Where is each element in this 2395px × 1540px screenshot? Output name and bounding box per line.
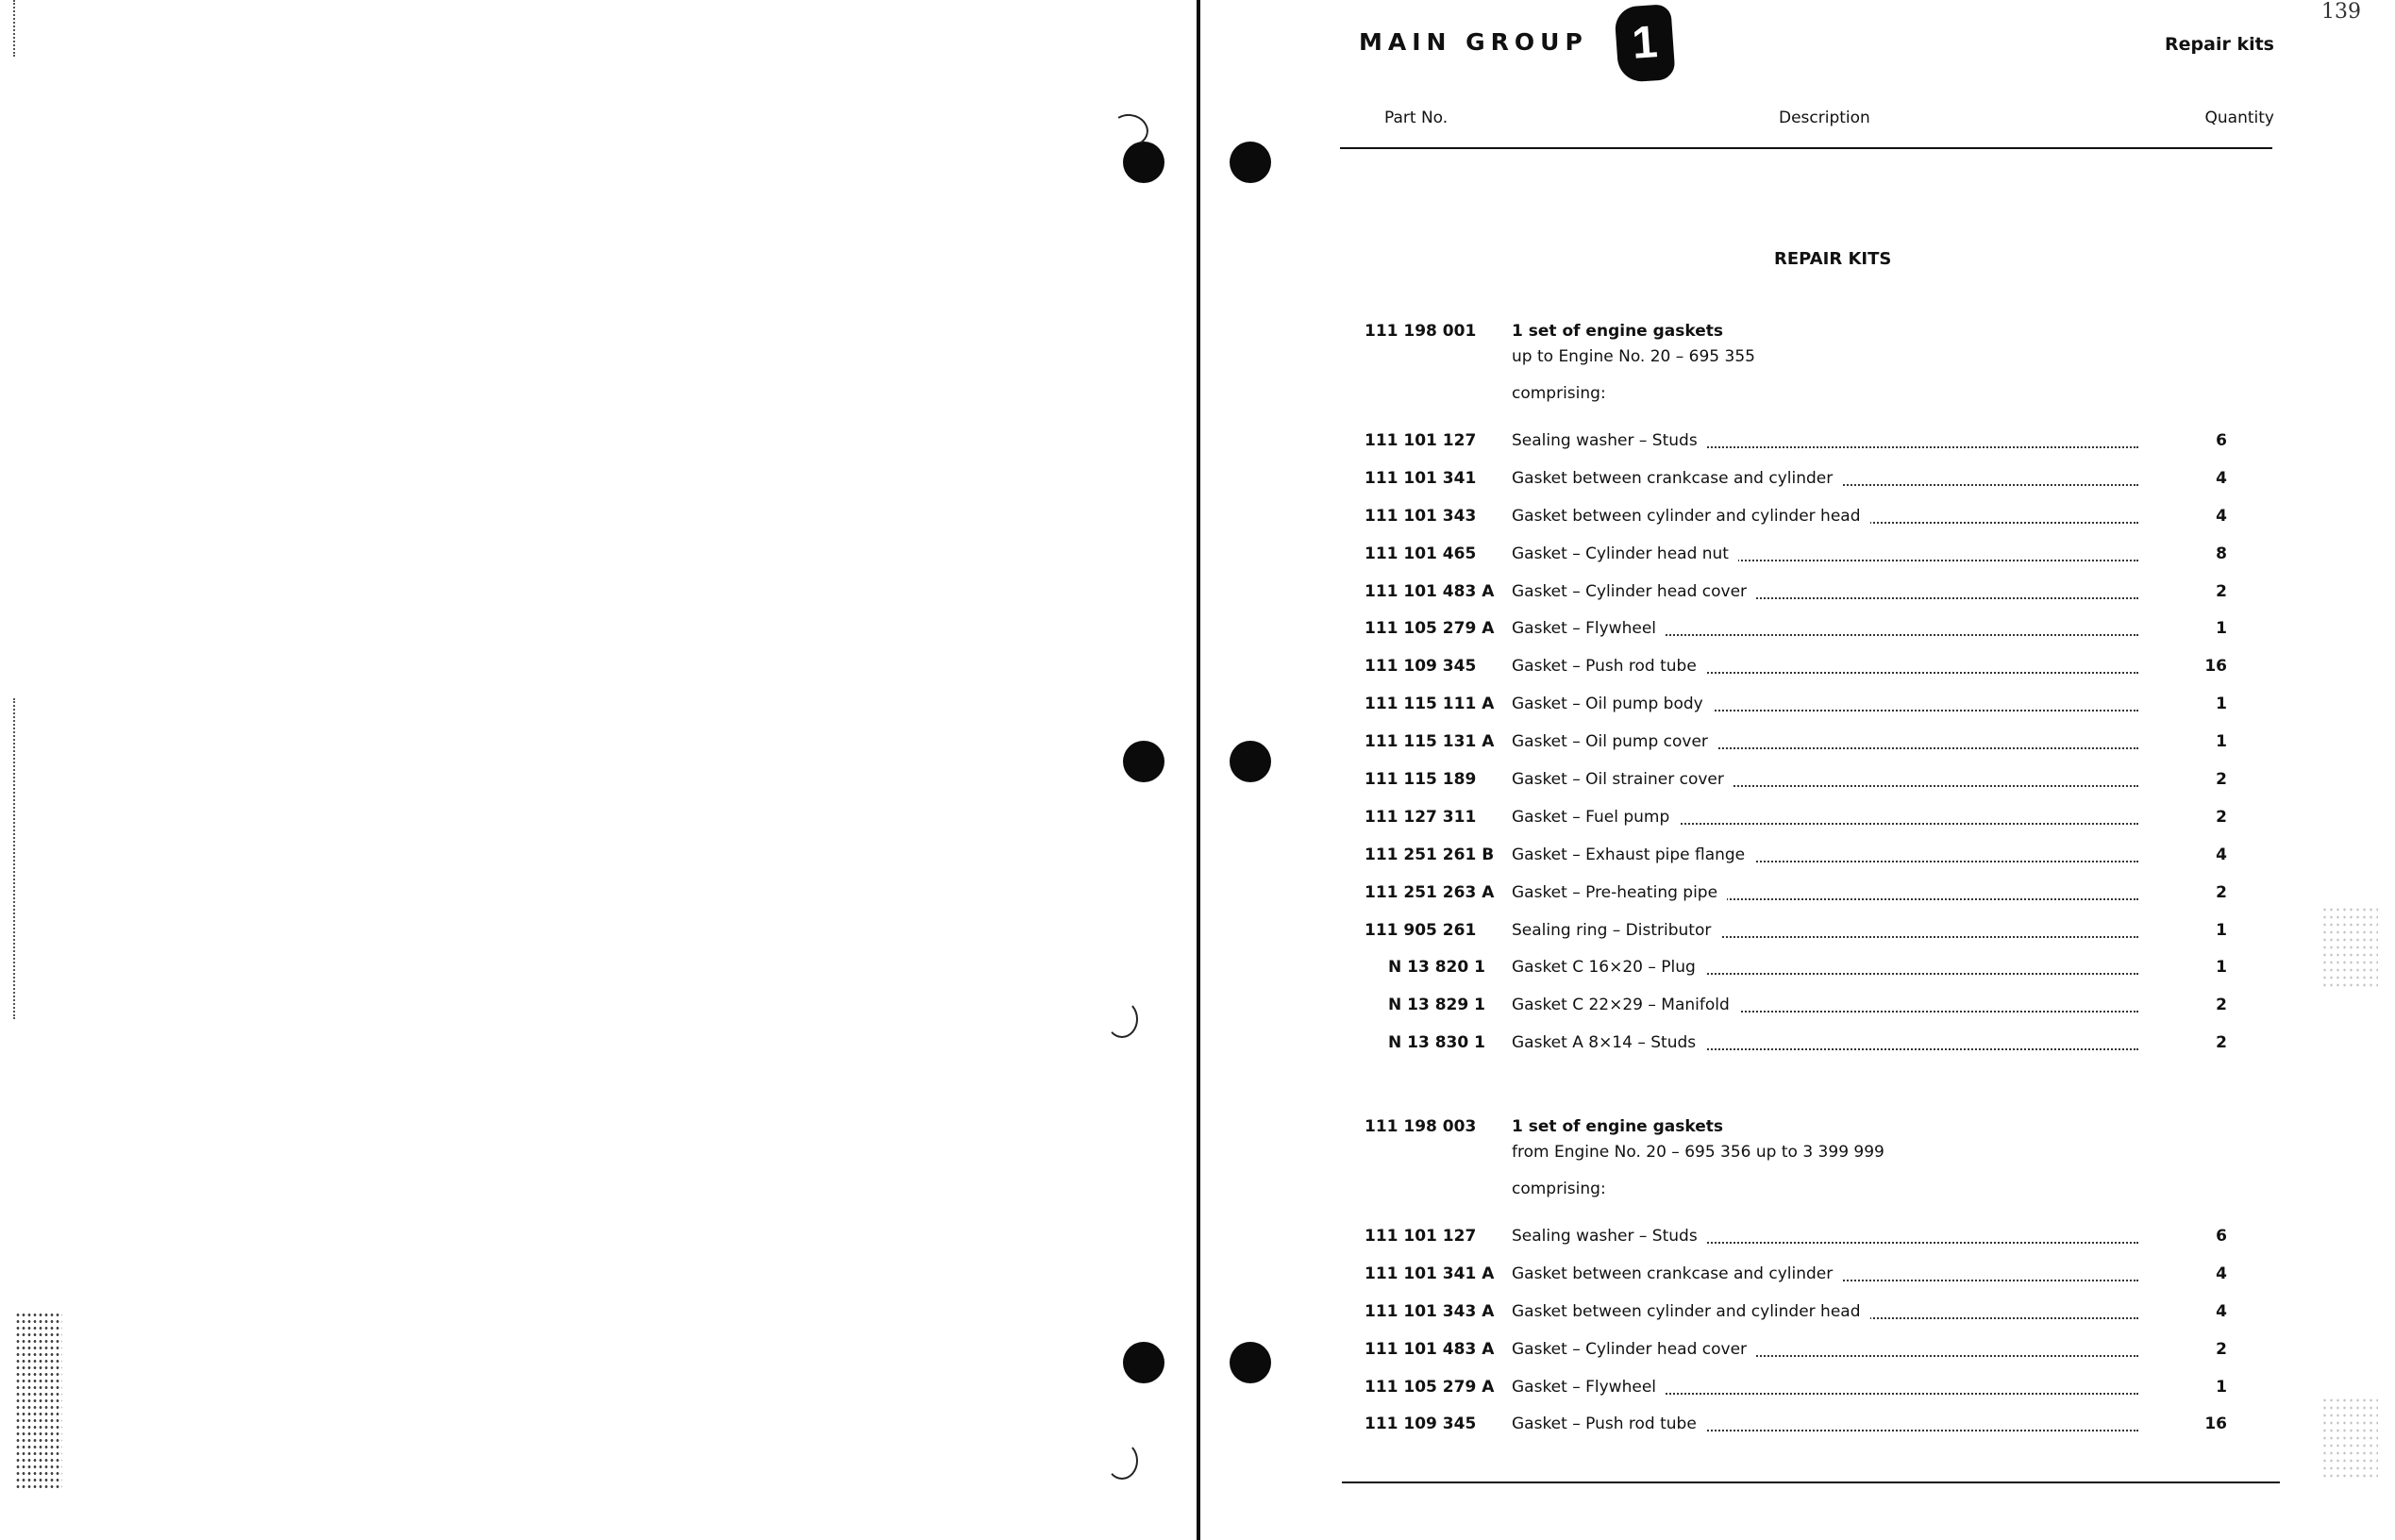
column-header-part-no: Part No. [1384, 109, 1449, 127]
description: Gasket – Exhaust pipe flange [1512, 845, 1754, 864]
description: Gasket – Push rod tube [1512, 657, 1706, 676]
table-row [1365, 921, 2308, 959]
part-no: 111 251 261 B [1365, 845, 1495, 864]
table-row [1365, 883, 2308, 921]
description-cell [1512, 695, 2138, 717]
kit-subtitle: up to Engine No. 20 – 695 355 [1512, 347, 1755, 366]
scan-edge-noise [13, 0, 23, 57]
description-cell [1512, 1378, 2138, 1400]
description-cell [1512, 1227, 2138, 1249]
part-no: 111 101 341 [1365, 468, 1477, 488]
footer-rule [1342, 1481, 2280, 1483]
kit-title: 1 set of engine gaskets [1512, 1117, 1723, 1136]
part-no: N 13 820 1 [1388, 958, 1485, 978]
quantity: 4 [2216, 1264, 2227, 1283]
table-row [1365, 845, 2308, 883]
part-no: 111 101 343 A [1365, 1301, 1495, 1321]
description-cell [1512, 619, 2138, 642]
description-cell [1512, 657, 2138, 679]
part-no: 111 101 343 [1365, 506, 1477, 526]
description-cell [1512, 431, 2138, 454]
table-row [1365, 469, 2308, 507]
table-row [1365, 695, 2308, 732]
quantity: 1 [2216, 695, 2227, 714]
description: Gasket – Pre-heating pipe [1512, 883, 1727, 902]
description-cell [1512, 996, 2138, 1018]
group-number-badge [1614, 4, 1675, 83]
description: Gasket – Push rod tube [1512, 1414, 1706, 1433]
punch-hole-ghost [1106, 1000, 1138, 1038]
part-no: N 13 830 1 [1388, 1033, 1485, 1053]
quantity: 2 [2216, 1339, 2227, 1359]
scan-edge-noise [13, 698, 23, 1019]
table-row [1365, 808, 2308, 845]
scan-specks [2321, 1397, 2378, 1481]
quantity: 16 [2204, 657, 2227, 677]
table-row [1365, 1340, 2308, 1378]
quantity: 2 [2216, 1033, 2227, 1053]
column-header-description: Description [1779, 109, 1870, 127]
quantity: 4 [2216, 506, 2227, 526]
punch-hole [1230, 741, 1271, 782]
page-mark: 139 [2321, 0, 2361, 24]
description-cell [1512, 582, 2138, 605]
punch-hole-ghost [1106, 1442, 1138, 1480]
description: Gasket – Oil strainer cover [1512, 770, 1733, 789]
kit-part-no: 111 198 003 [1365, 1117, 1477, 1136]
description-cell [1512, 808, 2138, 830]
table-row [1365, 1378, 2308, 1415]
description-cell [1512, 958, 2138, 980]
quantity: 8 [2216, 544, 2227, 563]
table-row [1365, 996, 2308, 1033]
repair-kit [1365, 1117, 2308, 1452]
table-row [1365, 657, 2308, 695]
part-no: 111 101 127 [1365, 1227, 1477, 1246]
part-no: 111 105 279 A [1365, 1377, 1495, 1397]
part-no: 111 101 127 [1365, 431, 1477, 450]
punch-hole [1230, 1342, 1271, 1383]
kit-header [1365, 1117, 2308, 1198]
punch-hole [1123, 1342, 1164, 1383]
description-cell [1512, 845, 2138, 868]
quantity: 6 [2216, 1227, 2227, 1246]
main-group-title: MAIN GROUP [1359, 28, 1588, 56]
column-header-quantity: Quantity [2204, 109, 2274, 127]
table-row [1365, 1414, 2308, 1452]
description-cell [1512, 1302, 2138, 1325]
description: Gasket – Flywheel [1512, 1378, 1666, 1397]
description: Sealing ring – Distributor [1512, 921, 1720, 940]
description: Sealing washer – Studs [1512, 1227, 1707, 1246]
kit-part-no: 111 198 001 [1365, 322, 1477, 341]
description: Gasket – Cylinder head cover [1512, 582, 1756, 601]
quantity: 1 [2216, 920, 2227, 940]
quantity: 4 [2216, 1301, 2227, 1321]
kit-header [1365, 322, 2308, 403]
part-no: 111 101 341 A [1365, 1264, 1495, 1283]
section-label: Repair kits [2165, 34, 2274, 55]
part-no: 111 251 263 A [1365, 882, 1495, 902]
table-row [1365, 544, 2308, 582]
description: Gasket – Flywheel [1512, 619, 1666, 638]
part-no: 111 115 111 A [1365, 695, 1495, 714]
part-no: 111 101 483 A [1365, 581, 1495, 601]
description-cell [1512, 883, 2138, 906]
description-cell [1512, 732, 2138, 755]
quantity: 1 [2216, 732, 2227, 752]
description: Gasket between cylinder and cylinder head [1512, 1302, 1870, 1321]
quantity: 6 [2216, 431, 2227, 450]
description-cell [1512, 921, 2138, 944]
punch-hole [1123, 741, 1164, 782]
description: Gasket between crankcase and cylinder [1512, 1264, 1842, 1283]
header-rule [1340, 147, 2272, 149]
quantity: 1 [2216, 1377, 2227, 1397]
section-title: REPAIR KITS [1774, 249, 1892, 269]
description: Gasket C 22×29 – Manifold [1512, 996, 1739, 1014]
binding-fold [1197, 0, 1200, 1540]
description: Sealing washer – Studs [1512, 431, 1707, 450]
table-row [1365, 958, 2308, 996]
part-no: 111 101 483 A [1365, 1339, 1495, 1359]
punch-hole [1230, 142, 1271, 183]
quantity: 2 [2216, 882, 2227, 902]
description: Gasket – Cylinder head nut [1512, 544, 1738, 563]
description-cell [1512, 507, 2138, 529]
table-row [1365, 732, 2308, 770]
kit-item-list [1365, 1227, 2308, 1452]
description-cell [1512, 770, 2138, 793]
kit-comprising: comprising: [1512, 384, 1606, 403]
kit-title: 1 set of engine gaskets [1512, 322, 1723, 341]
part-no: 111 101 465 [1365, 544, 1477, 563]
quantity: 2 [2216, 770, 2227, 790]
description: Gasket – Cylinder head cover [1512, 1340, 1756, 1359]
scan-specks [2321, 906, 2378, 991]
quantity: 2 [2216, 996, 2227, 1015]
kit-item-list [1365, 431, 2308, 1071]
description: Gasket A 8×14 – Studs [1512, 1033, 1705, 1052]
part-no: 111 109 345 [1365, 1414, 1477, 1434]
table-row [1365, 1227, 2308, 1264]
table-row [1365, 507, 2308, 544]
quantity: 1 [2216, 958, 2227, 978]
part-no: 111 115 131 A [1365, 732, 1495, 752]
quantity: 4 [2216, 468, 2227, 488]
part-no: 111 115 189 [1365, 770, 1477, 790]
kit-comprising: comprising: [1512, 1180, 1606, 1198]
part-no: 111 105 279 A [1365, 619, 1495, 639]
group-number: 1 [1630, 17, 1660, 69]
quantity: 16 [2204, 1414, 2227, 1434]
table-row [1365, 619, 2308, 657]
part-no: 111 905 261 [1365, 920, 1477, 940]
description-cell [1512, 1340, 2138, 1363]
description-cell [1512, 1414, 2138, 1437]
description-cell [1512, 1264, 2138, 1287]
part-no: N 13 829 1 [1388, 996, 1485, 1015]
quantity: 4 [2216, 845, 2227, 864]
table-row [1365, 1264, 2308, 1302]
table-row [1365, 582, 2308, 620]
description: Gasket between cylinder and cylinder head [1512, 507, 1870, 526]
part-no: 111 109 345 [1365, 657, 1477, 677]
description-cell [1512, 544, 2138, 567]
description: Gasket – Fuel pump [1512, 808, 1679, 827]
quantity: 2 [2216, 581, 2227, 601]
description-cell [1512, 469, 2138, 492]
quantity: 2 [2216, 807, 2227, 827]
description: Gasket C 16×20 – Plug [1512, 958, 1705, 977]
table-row [1365, 770, 2308, 808]
repair-kit [1365, 322, 2308, 1071]
description: Gasket – Oil pump body [1512, 695, 1713, 713]
table-row [1365, 431, 2308, 469]
scan-specks [15, 1312, 62, 1491]
kit-subtitle: from Engine No. 20 – 695 356 up to 3 399 999 [1512, 1143, 1884, 1162]
table-row [1365, 1033, 2308, 1071]
description-cell [1512, 1033, 2138, 1056]
punch-hole [1123, 142, 1164, 183]
table-row [1365, 1302, 2308, 1340]
quantity: 1 [2216, 619, 2227, 639]
description: Gasket between crankcase and cylinder [1512, 469, 1842, 488]
description: Gasket – Oil pump cover [1512, 732, 1717, 751]
part-no: 111 127 311 [1365, 807, 1477, 827]
